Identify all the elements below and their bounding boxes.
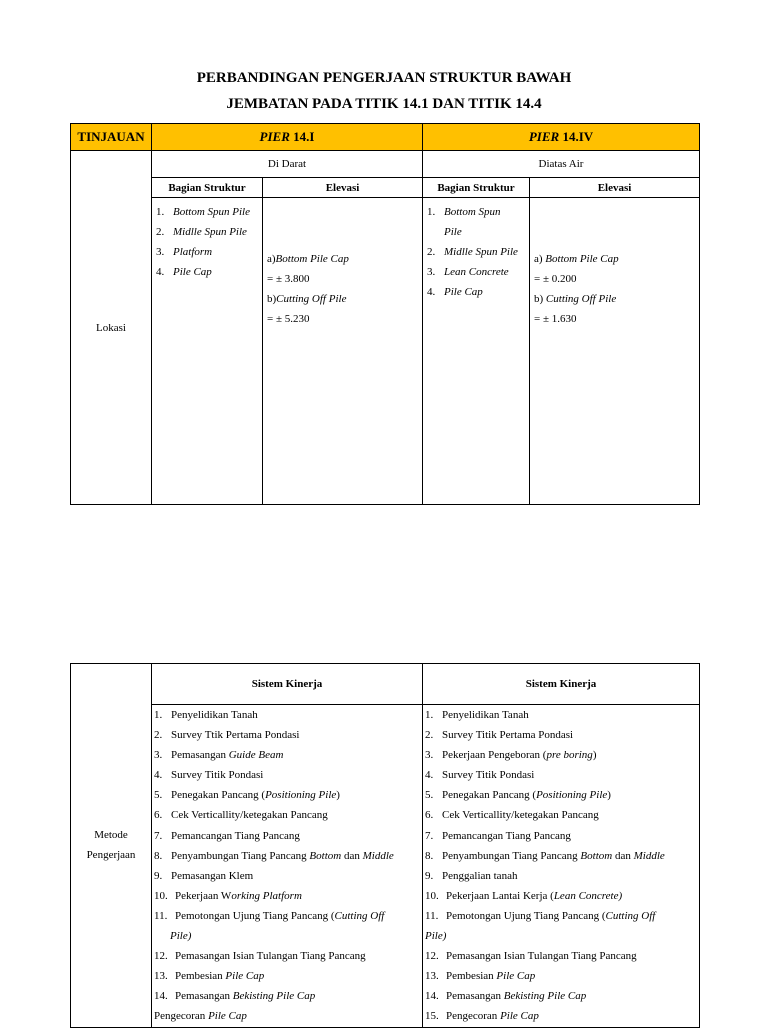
- pier1-parts-list: [152, 198, 262, 282]
- row-label-metode: Metode Pengerjaan: [71, 664, 152, 1028]
- pier4-elev-b: b) Cutting Off Pile: [534, 293, 617, 305]
- method-step-item: 7. Pemancangan Tiang Pancang: [425, 829, 571, 842]
- method-step-item: 5. Penegakan Pancang (Positioning Pile): [425, 789, 611, 802]
- method-step-item: 11. Pemotongan Ujung Tiang Pancang (Cutting Off: [425, 909, 656, 922]
- pier4-parts-list: [423, 198, 529, 302]
- structure-part-item: 1. Bottom Spun: [427, 206, 501, 218]
- method-step-item: 3. Pekerjaan Pengeboran (pre boring): [425, 749, 597, 762]
- method-step-item: 2. Survey Ttik Pertama Pondasi: [154, 729, 300, 742]
- pier4-location: Diatas Air: [423, 151, 700, 178]
- pier1-elev-a-value: = ± 3.800: [267, 273, 310, 285]
- pier1-location: Di Darat: [152, 151, 423, 178]
- method-step-item: 1. Penyelidikan Tanah: [425, 709, 529, 721]
- left-steps-list: [152, 705, 422, 1027]
- pier1-subheader-bagian: Bagian Struktur: [152, 178, 263, 198]
- right-steps-list: [423, 705, 699, 1027]
- right-steps-cell: [423, 705, 700, 1028]
- method-step-item: 10. Pekerjaan Lantai Kerja (Lean Concrete): [425, 889, 623, 902]
- structure-part-item: 3. Lean Concrete: [427, 266, 509, 278]
- pier4-elev-a: a) Bottom Pile Cap: [534, 253, 619, 265]
- pier1-elevation-cell: [263, 198, 423, 505]
- method-step-item: 14. Pemasangan Bekisting Pile Cap: [154, 990, 316, 1003]
- structure-part-item: 2. Midlle Spun Pile: [427, 246, 518, 258]
- method-step-item: 9. Penggalian tanah: [425, 869, 518, 882]
- pier1-elev-b-value: = ± 5.230: [267, 313, 310, 325]
- pier4-elev-b-value: = ± 1.630: [534, 313, 577, 325]
- row-label-lokasi: Lokasi: [71, 151, 152, 505]
- method-step-item: 4. Survey Titik Pondasi: [425, 769, 535, 782]
- subheader-row: [71, 178, 700, 198]
- method-step-item: 8. Penyambungan Tiang Pancang Bottom dan Middle: [154, 849, 394, 862]
- method-step-item: 7. Pemancangan Tiang Pancang: [154, 829, 300, 842]
- method-steps-row: [71, 705, 700, 1028]
- method-step-item: 14. Pemasangan Bekisting Pile Cap: [425, 990, 587, 1003]
- method-step-item: 12. Pemasangan Isian Tulangan Tiang Pancang: [425, 950, 637, 963]
- method-step-item: Pengecoran Pile Cap: [154, 1010, 247, 1023]
- structure-part-item: 3. Platform: [156, 246, 213, 258]
- method-step-item: 15. Pengecoran Pile Cap: [425, 1010, 539, 1023]
- method-step-item: 3. Pemasangan Guide Beam: [154, 749, 284, 762]
- method-step-item: 6. Cek Verticallity/ketegakan Pancang: [154, 809, 328, 822]
- header-sistem-kinerja-left: Sistem Kinerja: [152, 664, 423, 705]
- structure-part-item: 2. Midlle Spun Pile: [156, 226, 247, 238]
- pier4-subheader-elevasi: Elevasi: [530, 178, 700, 198]
- header-sistem-kinerja-right: Sistem Kinerja: [423, 664, 700, 705]
- comparison-table-location: [70, 123, 700, 505]
- method-step-item: 2. Survey Titik Pertama Pondasi: [425, 729, 574, 742]
- method-step-item: 12. Pemasangan Isian Tulangan Tiang Pancang: [154, 950, 366, 963]
- structure-row: [71, 198, 700, 505]
- pier1-parts-cell: [152, 198, 263, 505]
- pier4-elev-a-value: = ± 0.200: [534, 273, 577, 285]
- method-step-item: Pile): [425, 930, 447, 943]
- structure-part-item: 4. Pile Cap: [427, 286, 483, 298]
- pier4-elevation-cell: [530, 198, 700, 505]
- pier4-subheader-bagian: Bagian Struktur: [423, 178, 530, 198]
- structure-part-item: Pile: [444, 226, 462, 238]
- method-step-item: 9. Pemasangan Klem: [154, 869, 254, 882]
- pier1-subheader-elevasi: Elevasi: [263, 178, 423, 198]
- comparison-table-method: [70, 663, 700, 1028]
- method-step-item: 13. Pembesian Pile Cap: [425, 970, 536, 983]
- structure-part-item: 4. Pile Cap: [156, 266, 212, 278]
- method-step-item: 6. Cek Verticallity/ketegakan Pancang: [425, 809, 599, 822]
- pier4-parts-cell: [423, 198, 530, 505]
- method-step-item: Pile): [170, 930, 192, 943]
- method-header-row: [71, 664, 700, 705]
- method-step-item: 1. Penyelidikan Tanah: [154, 709, 258, 721]
- method-step-item: 8. Penyambungan Tiang Pancang Bottom dan Middle: [425, 849, 665, 862]
- structure-part-item: 1. Bottom Spun Pile: [156, 206, 250, 218]
- location-row: [71, 151, 700, 178]
- method-step-item: 10. Pekerjaan Working Platform: [154, 889, 302, 902]
- document-title-line-1: PERBANDINGAN PENGERJAAN STRUKTUR BAWAH: [196, 70, 572, 86]
- header-pier-14-1: PIER 14.I: [152, 124, 423, 151]
- header-tinjauan: TINJAUAN: [71, 124, 152, 151]
- header-pier-14-4: PIER 14.IV: [423, 124, 700, 151]
- method-step-item: 13. Pembesian Pile Cap: [154, 970, 265, 983]
- pier1-elev-b: b)Cutting Off Pile: [267, 293, 347, 305]
- pier1-elev-a: a)Bottom Pile Cap: [267, 253, 349, 265]
- document-title-line-2: JEMBATAN PADA TITIK 14.1 DAN TITIK 14.4: [226, 96, 542, 112]
- method-step-item: 5. Penegakan Pancang (Positioning Pile): [154, 789, 340, 802]
- method-step-item: 4. Survey Titik Pondasi: [154, 769, 264, 782]
- table-header-row: [71, 124, 700, 151]
- method-step-item: 11. Pemotongan Ujung Tiang Pancang (Cutting Off: [154, 909, 385, 922]
- left-steps-cell: [152, 705, 423, 1028]
